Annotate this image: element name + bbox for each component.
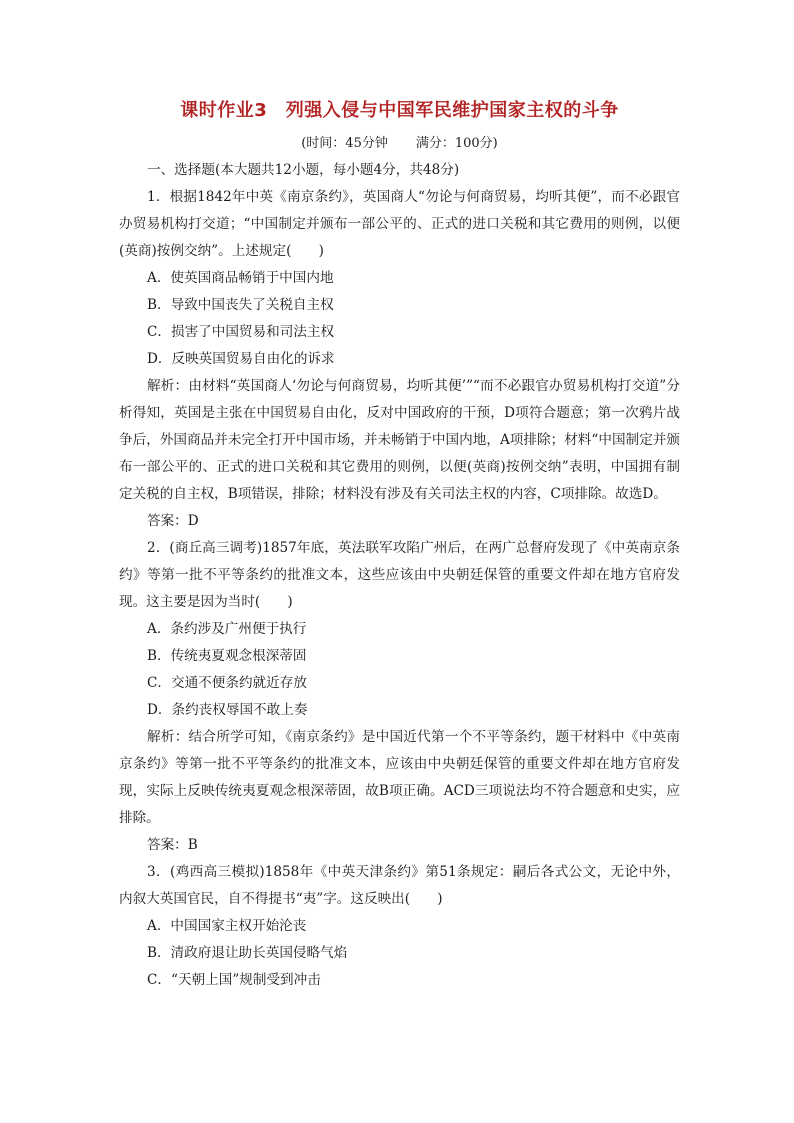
option-a: A．使英国商品畅销于中国内地 (147, 270, 334, 286)
answer: 答案：B (147, 837, 198, 853)
analysis: 解析：由材料“英国商人‘勿论与何商贸易，均听其便’”“而不必跟官办贸易机构打交道”分析得知，英国是主张在中国贸易自由化，反对中国政府的干预，D项符合题意；第一次鸦片战争后，外国商品并未完全打开中国市场，并未畅销于中国内地，A项排除；材料“中国制定并颁布一部公平的、正式的进口关税和其它费用的则例，以便(英商)按例交纳”表明，中国拥有制定关税的自主权，B项错误，排除；材料没有涉及有关司法主权的内容，C项排除。故选D。 (119, 378, 680, 502)
section-heading: 一、选择题(本大题共12小题，每小题4分，共48分) (147, 162, 460, 178)
option-c: C．“天朝上国”规制受到冲击 (147, 972, 321, 988)
question-stem: 1．根据1842年中英《南京条约》，英国商人“勿论与何商贸易，均听其便”，而不必跟官办贸易机构打交道；“中国制定并颁布一部公平的、正式的进口关税和其它费用的则例，以便(英商)按例交纳”。上述规定( ) (119, 189, 680, 259)
question-stem: 2．(商丘高三调考)1857年底，英法联军攻陷广州后，在两广总督府发现了《中英南京条约》等第一批不平等条约的批准文本，这些应该由中央朝廷保管的重要文件却在地方官府发现。这主要是因为当时( ) (119, 540, 680, 610)
option-b: B．传统夷夏观念根深蒂固 (147, 648, 307, 664)
answer: 答案：D (147, 513, 199, 529)
option-a: A．条约涉及广州便于执行 (147, 621, 307, 637)
question-stem: 3．(鸡西高三模拟)1858年《中英天津条约》第51条规定：嗣后各式公文，无论中外，内叙大英国官民，自不得提书“夷”字。这反映出( ) (119, 864, 680, 907)
option-d: D．反映英国贸易自由化的诉求 (147, 351, 335, 367)
option-c: C．损害了中国贸易和司法主权 (147, 324, 335, 340)
analysis: 解析：结合所学可知，《南京条约》是中国近代第一个不平等条约，题干材料中《中英南京条约》等第一批不平等条约的批准文本，应该由中央朝廷保管的重要文件却在地方官府发现，实际上反映传统夷夏观念根深蒂固，故B项正确。ACD三项说法均不符合题意和史实，应排除。 (119, 729, 680, 826)
option-b: B．清政府退让助长英国侵略气焰 (147, 945, 348, 961)
option-a: A．中国国家主权开始沦丧 (147, 918, 307, 934)
option-c: C．交通不便条约就近存放 (147, 675, 307, 691)
exam-meta (119, 132, 680, 151)
option-d: D．条约丧权辱国不敢上奏 (147, 702, 308, 718)
full-score: 满分：100分) (415, 136, 498, 151)
time-limit: (时间：45分钟 (301, 136, 388, 151)
page-title: 课时作业3 列强入侵与中国军民维护国家主权的斗争 (180, 100, 619, 121)
option-b: B．导致中国丧失了关税自主权 (147, 297, 334, 313)
